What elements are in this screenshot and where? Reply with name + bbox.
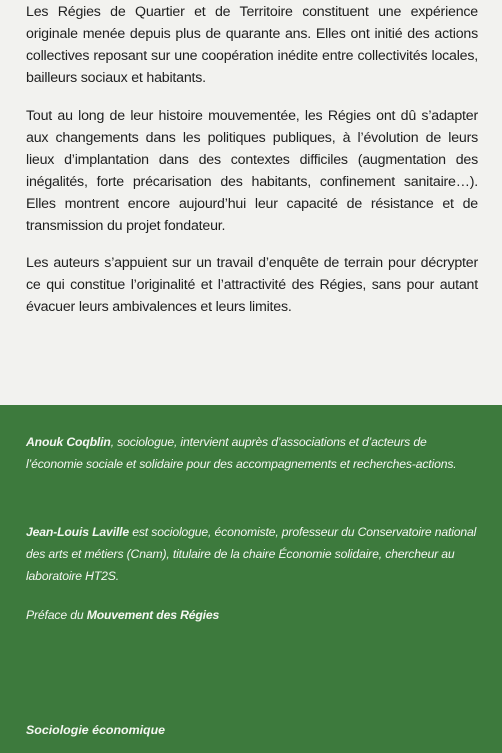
author-bio-text-1: , sociologue, intervient auprès d’associations et d’acteurs de l’économie sociale et solidaire pour des accompagnements et recherches-actions. bbox=[26, 435, 457, 471]
preface-author: Mouvement des Régies bbox=[86, 608, 220, 622]
preface-prefix: Préface du bbox=[26, 608, 87, 622]
description-paragraph-2: Tout au long de leur histoire mouvementée, les Régies ont dû s’adapter aux changements dans les politiques publiques, à l’évolution de leurs lieux d’implantation dans des contextes difficiles (augmentation des inégalités, forte précarisation des habitants, confinement sanitaire…). Elles montrent encore aujourd’hui leur capacité de résistance et de transmission du projet fondateur. bbox=[26, 108, 478, 234]
author-bio-2 bbox=[26, 521, 486, 587]
author-bio-text-2: est sociologue, économiste, professeur du Conservatoire national des arts et métiers (Cnam), titulaire de la chaire Économie solidaire, chercheur au laboratoire HT2S. bbox=[26, 525, 477, 583]
description-paragraph-3: Les auteurs s’appuient sur un travail d’enquête de terrain pour décrypter ce qui constitue l’originalité et l’attractivité des Régies, sans pour autant évacuer leurs ambivalences et leurs limites. bbox=[26, 255, 478, 315]
description-paragraph-1: Les Régies de Quartier et de Territoire constituent une expérience originale menée depuis plus de quarante ans. Elles ont initié des actions collectives reposant sur une coopération inédite entre collectivités locales, bailleurs sociaux et habitants. bbox=[26, 4, 478, 86]
preface-credit bbox=[26, 604, 486, 626]
author-name-1: Anouk Coqblin bbox=[26, 435, 111, 449]
author-name-2: Jean-Louis Laville bbox=[26, 525, 129, 539]
author-bio-1 bbox=[26, 431, 486, 475]
series-name: Sociologie économique bbox=[26, 723, 166, 737]
